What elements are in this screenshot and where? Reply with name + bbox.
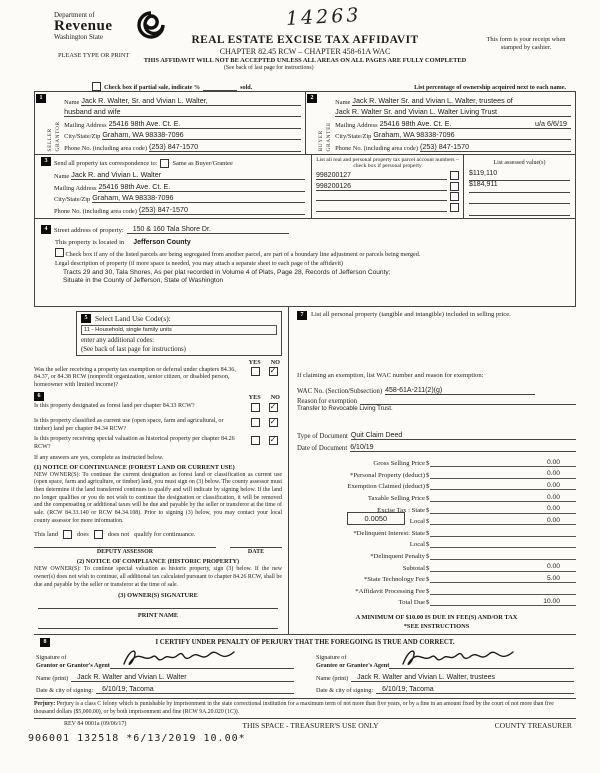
signature-of-label: Signature of [36,653,67,661]
middle-columns [34,307,576,636]
corr-address-label: Mailing Address [54,184,97,192]
date-label: DATE [230,547,282,555]
section-8-badge: 8 [40,638,50,647]
grantor-printed-name: Jack R. Walter and Vivian L. Walter [71,674,294,682]
print-name-label: PRINT NAME [137,612,179,620]
assessed-value-3 [469,193,570,205]
corr-address-value: 25416 98th Ave. Ct. E. [98,183,305,192]
see-instructions-note: *SEE INSTRUCTIONS [403,623,470,631]
segregated-checkbox-icon [55,248,64,257]
grantee-signature-icon [395,646,525,670]
print-name-line [38,619,278,629]
corr-city-value: Graham, WA 98338-7096 [92,194,305,203]
buyer-name-value: Jack R. Walter Sr. and Vivian L. Walter, trustees of [352,97,571,106]
parties-section [34,91,576,155]
section-5-badge: 5 [81,314,91,323]
partial-sale-checkbox-icon [92,82,101,91]
buyer-name-value-2: Jack R. Walter Sr. and Vivian L. Walter Living Trust [335,108,571,117]
logo-text-revenue: Revenue [54,18,113,34]
no-checkbox-checked-icon: ✓ [269,436,277,445]
legal-description-label: Legal description of property (if more space is needed, you may attach a separate sheet to each page of the affidavit) [55,259,343,267]
grantor-signature-block [34,647,296,694]
partial-sale-blank [203,90,237,91]
personal-property-checkbox-icon [450,203,459,212]
sold-label: sold. [240,84,253,91]
seller-address-label: Mailing Address [64,121,107,129]
additional-codes-label: enter any additional codes: [81,336,155,344]
form-subtitle: CHAPTER 82.45 RCW – CHAPTER 458-61A WAC [219,47,391,56]
land-use-box [76,311,282,356]
question-text: Is this property classified as current use (open space, farm and agricultural, or timber) land per chapter 84.34 RCW? [34,418,224,432]
minimum-due-note: A MINIMUM OF $10.00 IS DUE IN FEE(S) AND/OR TAX [355,614,518,622]
see-back-note: (See back of last page for instructions) [224,65,314,71]
buyer-address-label: Mailing Address [335,121,378,129]
perjury-text: Perjury is a class C felony which is punishable by imprisonment in the state correctional institution for a maximum term of not more than five years, or by a fine in an amount fixed by the court of not more than five thousand dollars ($5,000.00), or by both imprisonment and fine (RCW 9A.20.020 (1C)). [34,701,554,715]
receipt-note: This form is your receipt when stamped by cashier. [486,36,566,51]
seller-vertical-label: SELLER [47,128,53,152]
personal-property-checkbox-icon [450,182,459,191]
wac-value: 458-61A-211(2)(g) [385,387,535,395]
street-address-label: Street address of property: [54,226,124,234]
yes-header: YES [248,394,261,402]
yes-no-header-6 [249,394,280,401]
buyer-ua-date: u/a 6/6/19 [531,119,571,129]
parcel-numbers-box [311,155,463,218]
corr-name-value: Jack R. and Vivian L. Walter [71,171,305,180]
footer-row [34,718,576,730]
grantee-date-city: 6/10/19; Tacoma [376,686,574,694]
handwritten-receipt-number: 14263 [285,4,362,30]
same-as-buyer-checkbox-icon [160,159,169,168]
question-forest-land [34,403,282,415]
assessed-value-2: $184,911 [469,181,570,193]
question-text: Is this property receiving special valuation as historical property per chapter 84.26 RCW? [34,436,235,450]
type-or-print-note: PLEASE TYPE OR PRINT [58,52,130,59]
fee-value: 0.00 [430,517,576,525]
buyer-address-value: 25416 98th Ave. Ct. E. [380,120,531,129]
corr-phone-label: Phone No. (including area code) [54,207,137,215]
deputy-assessor-label: DEPUTY ASSESSOR [34,547,216,555]
does-not-label: does not [107,531,130,539]
fee-row-tech-fee: *State Technology Fee $ 5.00 [297,572,576,584]
exemption-note: If claiming an exemption, list WAC number and reason for exemption: [297,371,484,379]
located-in-label: This property is located in [55,238,125,246]
fee-value [430,536,576,537]
fee-row-delinq-interest-local: Local $ [297,537,576,549]
parcel-number-4 [316,211,447,212]
seller-phone-value: (253) 847-1570 [149,143,301,152]
fee-value [430,559,576,560]
cashier-stamp: 906001 132518 *6/13/2019 10.00* [28,733,246,745]
parcel-number-3 [316,200,447,201]
grantor-date-city: 6/10/19; Tacoma [96,686,294,694]
question-historical [34,436,282,451]
grantor-signature-icon [116,646,246,670]
section-3-badge: 3 [41,157,51,166]
street-address-value: 150 & 160 Tala Shore Dr. [127,226,289,234]
yes-checkbox-icon [251,403,260,412]
grantee-signature-line [389,648,574,669]
land-use-label: Select Land Use Code(s): [95,313,171,323]
fee-row-taxable: Taxable Selling Price $ 0.00 [297,490,576,502]
question-tax-exemption [34,367,282,390]
local-rate-box: 0.0050 [347,512,405,525]
this-land-label: This land [34,531,58,539]
reason-value: Transfer to Revocable Living Trust. [297,404,393,412]
fee-label: Local [409,518,425,526]
parcel-row [316,191,459,202]
qualify-label: qualify for continuance. [134,531,196,539]
fee-value: 0.00 [430,563,576,571]
does-checkbox-icon [63,530,72,539]
section-7-badge: 7 [297,311,307,320]
seller-phone-label: Phone No. (including area code) [64,144,147,152]
fee-value: 0.00 [430,482,576,490]
buyer-phone-label: Phone No. (including area code) [335,144,418,152]
fee-row-subtotal: Subtotal $ 0.00 [297,560,576,572]
right-column [288,307,576,635]
buyer-phone-value: (253) 847-1570 [420,143,571,152]
buyer-name-label: Name [335,98,351,106]
personal-property-note: List all personal property (tangible and intangible) included in selling price. [311,310,511,318]
question-text: Is this property designated as forest land per chapter 84.33 RCW? [34,403,195,410]
type-of-document-label: Type of Document [297,432,348,440]
assessed-value-4 [469,204,570,216]
legal-description-line-1: Tracts 29 and 30, Tala Shores, As per plat recorded in Volume 4 of Plats, Page 28, Records of Jefferson County; [63,268,391,276]
assessed-value-1: $119,110 [469,170,570,182]
compliance-body: NEW OWNER(S): To continue special valuation as historic property, sign (3) below. If the new owner(s) does not wish to continue, all additional tax calculated pursuant to chapter 84.26 RCW, shall be due and payable by the seller or transferor at the time of sale. [34,566,282,588]
fee-row-exemption: Exemption Claimed (deduct) $ 0.00 [297,479,576,491]
does-label: does [76,531,89,539]
rev-number: REV 84 0001a (09/06/17) [64,721,127,728]
fee-row-delinq-penalty: *Delinquent Penalty $ [297,548,576,560]
seller-city-value: Graham, WA 98338-7096 [102,131,301,140]
logo-text-department: Department of [54,11,95,19]
section-1-badge: 1 [36,94,46,103]
date-city-label: Date & city of signing: [316,687,374,695]
date-of-document-label: Date of Document [297,444,348,452]
yes-checkbox-icon [251,418,260,427]
assessed-values-header: List assessed value(s) [493,159,546,166]
fee-row-affidavit-fee: *Affidavit Processing Fee $ [297,583,576,595]
grantee-vertical-label: GRANTEE [325,122,332,152]
segregated-label: Check box if any of the listed parcels are being segregated from another parcel, are part of a boundary line adjustment or parcels being merged. [65,250,421,258]
perjury-paragraph [34,698,576,716]
seller-name-label: Name [64,98,80,106]
fee-value: 5.00 [430,575,576,583]
seller-name-value: Jack R. Walter, Sr. and Vivian L. Walter, [81,97,301,106]
date-city-label: Date & city of signing: [36,687,94,695]
fee-value [430,547,576,548]
fee-value: 10.00 [430,598,576,606]
fee-value [430,594,576,595]
corr-name-label: Name [54,173,70,180]
section-4-badge: 4 [41,225,51,234]
located-in-value: Jefferson County [133,238,191,246]
ownership-note: List percentage of ownership acquired next to each name. [414,84,566,91]
land-use-see-back: (See back of last page for instructions) [81,345,186,353]
assessed-values-box [463,155,575,218]
form-header [34,6,576,80]
seller-section [35,92,305,154]
yes-header: YES [248,358,261,366]
continuance-title: (1) NOTICE OF CONTINUANCE (FOREST LAND OR CURRENT USE) [34,463,235,471]
logo-text-state: Washington State [54,33,104,41]
form-title: REAL ESTATE EXCISE TAX AFFIDAVIT [191,34,419,46]
no-checkbox-checked-icon: ✓ [269,366,277,375]
grantee-agent-label: Grantee or Grantee's Agent [316,661,390,669]
no-header: NO [270,358,280,366]
owner-signature-line [38,599,278,609]
grantee-printed-name: Jack R. Walter and Vivian L. Walter, trustees [351,674,574,682]
seller-address-value: 25416 98th Ave. Ct. E. [109,120,301,129]
buyer-section [305,92,575,154]
deputy-assessor-lines [34,547,282,555]
personal-property-checkbox-icon [450,171,459,180]
fee-row-total-due: Total Due $ 10.00 [297,595,576,607]
yes-checkbox-icon [251,367,260,376]
partial-sale-row [34,80,576,91]
yes-no-header-5 [34,359,280,366]
no-checkbox-checked-icon: ✓ [269,403,277,412]
grantee-signature-block [314,647,576,694]
no-header: NO [270,394,280,402]
question-current-use [34,418,282,433]
certification-section [34,635,576,695]
grantor-signature-line [110,648,294,669]
owners-signature-title: (3) OWNER(S) SIGNATURE [118,592,198,600]
fee-row-delinq-interest-state: *Delinquent Interest: State $ [297,525,576,537]
compliance-title: (2) NOTICE OF COMPLIANCE (HISTORIC PROPERTY) [76,558,240,566]
buyer-city-value: Graham, WA 98338-7096 [373,131,571,140]
fee-value: 0.00 [430,505,576,513]
treasurer-space-label: THIS SPACE - TREASURER'S USE ONLY [242,721,379,731]
does-not-checkbox-icon [94,530,103,539]
parcel-row [316,170,459,181]
date-of-document-value: 6/10/19 [350,444,576,452]
same-as-buyer-label: Same as Buyer/Grantee [172,159,233,167]
question-text: Was the seller receiving a property tax exemption or deferral under chapters 84.36, 84.37, or 84.38 RCW (nonprofit organization, senior citizen, or disabled person, homeowner with limited income)? [34,366,236,388]
land-qualify-line [34,530,282,539]
correspondence-label: Send all property tax correspondence to: [54,159,158,167]
reason-label: Reason for exemption [297,397,358,405]
yes-checkbox-icon [251,436,260,445]
fee-row-personal: *Personal Property (deduct) $ 0.00 [297,467,576,479]
grantor-vertical-label: GRANTOR [54,121,61,152]
type-of-document-value: Quit Claim Deed [351,432,576,440]
perjury-label: Perjury: [34,701,56,708]
county-treasurer-label: COUNTY TREASURER [494,721,572,731]
corr-city-label: City/State/Zip [54,196,91,203]
section-6-badge: 6 [34,392,44,401]
tax-correspondence-section [35,155,311,218]
fee-table [297,456,576,607]
continuance-body: NEW OWNER(S): To continue the current designation as forest land or classification as current use (open space, farm and agriculture, or timber) land, you must sign on (3) below. The county assessor must then determine if the land transferred continues to qualify and will indicate by signing below. If the land no longer qualifies or you do not wish to continue the designation or classification, it will be removed and the compensating or additional taxes will be due and payable by the seller or transferor at the time of sale. (RCW 84.33.140 or RCW 84.34.108). Prior to signing (3) below, you may contact your local county assessor for more information. [34,471,282,524]
name-print-label: Name (print) [316,674,349,682]
land-use-code-value: 11 - Household, single family units [81,325,277,335]
form-warning: THIS AFFIDAVIT WILL NOT BE ACCEPTED UNLESS ALL AREAS ON ALL PAGES ARE FULLY COMPLETED [143,57,467,64]
name-print-label: Name (print) [36,674,69,682]
grantor-agent-label: Grantor or Grantor's Agent [36,661,110,669]
legal-description-line-2: Situate in the County of Jefferson, State of Washington [63,277,224,285]
buyer-city-label: City/State/Zip [335,133,372,140]
buyer-vertical-label: BUYER [318,130,324,152]
partial-sale-label: Check box if partial sale, indicate % [104,84,201,91]
fee-value: 0.00 [430,459,576,467]
left-column [34,307,288,635]
certify-statement: I CERTIFY UNDER PENALTY OF PERJURY THAT THE FOREGOING IS TRUE AND CORRECT. [155,639,455,647]
fee-value: 0.00 [430,470,576,478]
personal-property-checkbox-icon [450,192,459,201]
fee-row-gross: Gross Selling Price $ 0.00 [297,456,576,468]
fee-row-excise-state: Excise Tax : State $ 0.00 [297,502,576,514]
parcel-number-2: 998200126 [316,183,447,191]
no-checkbox-checked-icon: ✓ [269,418,277,427]
if-yes-note: If any answers are yes, complete as instructed below. [34,454,164,461]
corr-phone-value: (253) 847-1570 [139,206,305,215]
correspondence-parcels-section [34,155,576,219]
seller-name-value-2: husband and wife [64,108,301,117]
wac-label: WAC No. (Section/Subsection) [297,387,383,395]
seller-side-label [47,94,62,152]
parcel-row [316,201,459,212]
fee-row-excise-local: 0.0050 Local $ 0.00 [297,514,576,526]
parcel-row [316,180,459,191]
buyer-side-label [318,94,333,152]
seller-city-label: City/State/Zip [64,133,101,140]
parcel-numbers-header: List all real and personal property tax parcel account numbers – check box if personal property [316,156,459,170]
property-section [34,219,576,307]
fee-value: 0.00 [430,494,576,502]
section-2-badge: 2 [307,94,317,103]
signature-of-label: Signature of [316,653,347,661]
parcel-number-1: 998200127 [316,172,447,180]
